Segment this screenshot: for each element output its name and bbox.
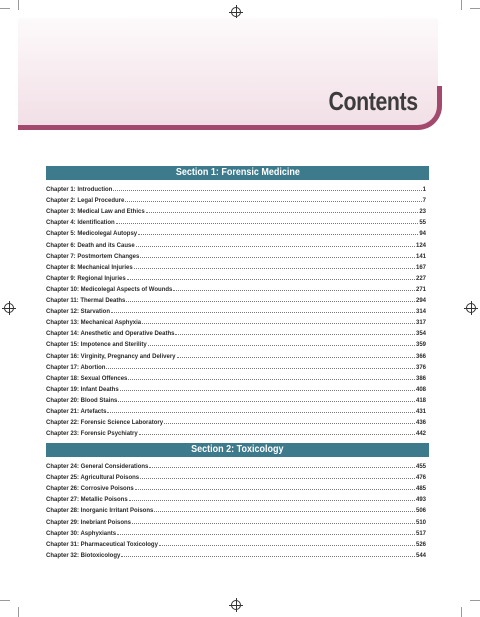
toc-entry-page: 23: [419, 209, 426, 216]
toc-entry-label: Chapter 3: Medical Law and Ethics: [46, 209, 145, 216]
dot-leader: [106, 368, 415, 369]
toc-entry-label: Chapter 10: Medicolegal Aspects of Wounds: [46, 286, 173, 293]
toc-entry-label: Chapter 31: Pharmaceutical Toxicology: [46, 541, 158, 548]
toc-entry[interactable]: [46, 337, 426, 348]
toc-entry-label: Chapter 21: Artefacts: [46, 408, 107, 415]
toc-entry-label: Chapter 18: Sexual Offences: [46, 375, 128, 382]
toc-entry-page: 442: [415, 431, 426, 438]
toc-entry[interactable]: [46, 326, 426, 337]
dot-leader: [146, 212, 419, 213]
section-2-toc: [46, 459, 426, 559]
toc-entry[interactable]: [46, 182, 426, 193]
toc-entry[interactable]: [46, 304, 426, 315]
toc-entry-label: Chapter 1: Introduction: [46, 187, 113, 194]
page-title: Contents: [328, 86, 418, 116]
crop-mark: [0, 600, 10, 601]
dot-leader: [118, 401, 415, 402]
toc-entry-page: 436: [415, 420, 426, 427]
toc-entry-label: Chapter 20: Blood Stains: [46, 397, 118, 404]
toc-entry[interactable]: [46, 459, 426, 470]
toc-entry-page: 485: [415, 486, 426, 493]
toc-entry-label: Chapter 7: Postmortem Changes: [46, 253, 140, 260]
toc-entry[interactable]: [46, 526, 426, 537]
toc-entry-page: 227: [415, 275, 426, 282]
toc-entry-label: Chapter 14: Anesthetic and Operative Deaths: [46, 331, 175, 338]
toc-entry-page: 506: [415, 508, 426, 515]
toc-entry-page: 314: [415, 309, 426, 316]
toc-entry-page: 7: [422, 198, 426, 205]
toc-entry[interactable]: [46, 237, 426, 248]
toc-entry-label: Chapter 6: Death and its Cause: [46, 242, 135, 249]
registration-mark-icon: [231, 600, 241, 610]
toc-entry[interactable]: [46, 548, 426, 559]
toc-entry-page: 431: [415, 408, 426, 415]
dot-leader: [126, 301, 415, 302]
dot-leader: [136, 246, 415, 247]
toc-entry-label: Chapter 30: Asphyxiants: [46, 530, 117, 537]
toc-entry[interactable]: [46, 260, 426, 271]
toc-entry[interactable]: [46, 514, 426, 525]
toc-entry[interactable]: [46, 481, 426, 492]
dot-leader: [175, 334, 415, 335]
toc-entry-label: Chapter 23: Forensic Psychiatry: [46, 431, 138, 438]
toc-entry-page: 124: [415, 242, 426, 249]
toc-entry-label: Chapter 15: Impotence and Sterility: [46, 342, 147, 349]
dot-leader: [129, 500, 415, 501]
toc-entry-label: Chapter 11: Thermal Deaths: [46, 298, 126, 305]
dot-leader: [125, 201, 421, 202]
dot-leader: [128, 379, 415, 380]
toc-entry-page: 55: [419, 220, 426, 227]
toc-entry[interactable]: [46, 492, 426, 503]
toc-entry[interactable]: [46, 282, 426, 293]
section-1-heading: [46, 166, 429, 180]
toc-entry-label: Chapter 16: Virginity, Pregnancy and Delivery: [46, 353, 176, 360]
dot-leader: [135, 489, 415, 490]
registration-mark-icon: [466, 303, 476, 313]
dot-leader: [173, 290, 415, 291]
toc-entry[interactable]: [46, 193, 426, 204]
toc-entry-label: Chapter 22: Forensic Science Laboratory: [46, 420, 164, 427]
dot-leader: [107, 412, 415, 413]
dot-leader: [111, 312, 415, 313]
dot-leader: [113, 190, 421, 191]
dot-leader: [164, 423, 415, 424]
section-1-toc: [46, 182, 426, 437]
toc-entry-label: Chapter 25: Agricultural Poisons: [46, 475, 140, 482]
toc-entry-label: Chapter 8: Mechanical Injuries: [46, 264, 133, 271]
toc-entry[interactable]: [46, 503, 426, 514]
dot-leader: [116, 223, 419, 224]
dot-leader: [127, 279, 415, 280]
crop-mark: [470, 600, 480, 601]
registration-mark-icon: [4, 303, 14, 313]
toc-entry-page: 376: [415, 364, 426, 371]
toc-entry-page: 359: [415, 342, 426, 349]
toc-entry-page: 510: [415, 519, 426, 526]
toc-entry-page: 544: [415, 552, 426, 559]
toc-entry-page: 317: [415, 320, 426, 327]
toc-entry-label: Chapter 29: Inebriant Poisons: [46, 519, 132, 526]
toc-entry[interactable]: [46, 393, 426, 404]
toc-entry[interactable]: [46, 226, 426, 237]
toc-entry-page: 294: [415, 298, 426, 305]
toc-entry-page: 141: [415, 253, 426, 260]
toc-entry[interactable]: [46, 215, 426, 226]
toc-entry-page: 408: [415, 386, 426, 393]
toc-entry-label: Chapter 9: Regional Injuries: [46, 275, 126, 282]
section-2-heading: [46, 443, 429, 457]
toc-entry[interactable]: [46, 348, 426, 359]
toc-entry-label: Chapter 26: Corrosive Poisons: [46, 486, 134, 493]
dot-leader: [120, 390, 415, 391]
dot-leader: [154, 511, 415, 512]
toc-entry[interactable]: [46, 371, 426, 382]
toc-entry-label: Chapter 27: Metallic Poisons: [46, 497, 128, 504]
toc-entry-label: Chapter 28: Inorganic Irritant Poisons: [46, 508, 154, 515]
toc-entry-label: Chapter 12: Starvation: [46, 309, 111, 316]
toc-entry-label: Chapter 32: Biotoxicology: [46, 552, 121, 559]
toc-entry-label: Chapter 5: Medicolegal Autopsy: [46, 231, 138, 238]
toc-entry[interactable]: [46, 382, 426, 393]
toc-entry[interactable]: [46, 249, 426, 260]
toc-entry-label: Chapter 24: General Considerations: [46, 464, 149, 471]
toc-entry[interactable]: [46, 537, 426, 548]
toc-entry-page: 455: [415, 464, 426, 471]
toc-entry[interactable]: [46, 271, 426, 282]
toc-entry[interactable]: [46, 426, 426, 437]
dot-leader: [142, 323, 415, 324]
section-1-heading-text: Section 1: Forensic Medicine: [175, 167, 300, 178]
crop-mark: [18, 0, 19, 10]
crop-mark: [461, 0, 462, 10]
crop-mark: [461, 607, 462, 617]
dot-leader: [140, 478, 415, 479]
toc-entry-page: 271: [415, 286, 426, 293]
dot-leader: [117, 534, 415, 535]
dot-leader: [177, 357, 415, 358]
toc-entry-page: 94: [419, 231, 426, 238]
registration-mark-icon: [231, 7, 241, 17]
dot-leader: [140, 257, 415, 258]
toc-entry-label: Chapter 19: Infant Deaths: [46, 386, 119, 393]
dot-leader: [149, 467, 415, 468]
toc-entry-page: 354: [415, 331, 426, 338]
dot-leader: [148, 345, 415, 346]
toc-entry-page: 418: [415, 397, 426, 404]
dot-leader: [132, 523, 415, 524]
toc-entry[interactable]: [46, 470, 426, 481]
toc-entry-page: 386: [415, 375, 426, 382]
toc-entry[interactable]: [46, 360, 426, 371]
toc-entry-label: Chapter 17: Abortion: [46, 364, 106, 371]
dot-leader: [138, 234, 418, 235]
toc-entry-page: 493: [415, 497, 426, 504]
dot-leader: [134, 268, 415, 269]
crop-mark: [18, 607, 19, 617]
toc-entry-page: 1: [422, 187, 426, 194]
toc-entry[interactable]: [46, 204, 426, 215]
section-2-heading-text: Section 2: Toxicology: [191, 444, 284, 455]
toc-entry[interactable]: [46, 315, 426, 326]
toc-entry-label: Chapter 4: Identification: [46, 220, 115, 227]
toc-entry[interactable]: [46, 415, 426, 426]
crop-mark: [0, 8, 10, 9]
toc-entry[interactable]: [46, 293, 426, 304]
toc-entry-page: 167: [415, 264, 426, 271]
toc-entry[interactable]: [46, 404, 426, 415]
dot-leader: [139, 434, 415, 435]
toc-entry-page: 366: [415, 353, 426, 360]
crop-mark: [470, 8, 480, 9]
toc-entry-label: Chapter 2: Legal Procedure: [46, 198, 125, 205]
toc-entry-page: 526: [415, 541, 426, 548]
toc-entry-page: 517: [415, 530, 426, 537]
toc-entry-label: Chapter 13: Mechanical Asphyxia: [46, 320, 142, 327]
dot-leader: [121, 556, 415, 557]
dot-leader: [159, 545, 415, 546]
toc-entry-page: 476: [415, 475, 426, 482]
